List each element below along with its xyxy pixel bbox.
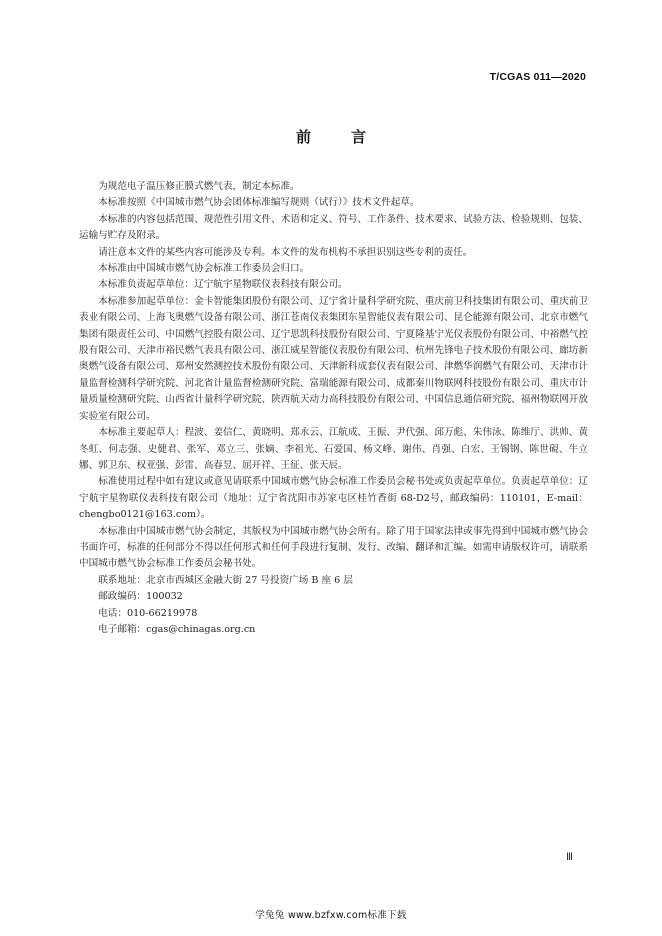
paragraph-drafting-rules: 本标准按照《中国城市燃气协会团体标准编写规则（试行）》技术文件起草。 — [98, 197, 420, 209]
title-char-2: 言 — [351, 128, 367, 146]
paragraph-proposer: 本标准由中国城市燃气协会标准工作委员会归口。 — [98, 263, 310, 275]
footer-watermark: 学兔兔 www.bzfxw.com标准下载 — [255, 910, 407, 921]
title-char-1: 前 — [295, 128, 311, 146]
paragraph-patent-notice: 请注意本文件的某些内容可能涉及专利。本文件的发布机构不承担识别这些专利的责任。 — [98, 246, 473, 258]
page-number: Ⅲ — [566, 852, 573, 863]
foreword-body — [79, 179, 588, 638]
contact-phone: 电话：010-66219978 — [98, 607, 198, 619]
contact-postcode: 邮政编码：100032 — [98, 591, 183, 603]
paragraph-copyright: 本标准由中国城市燃气协会制定，其版权为中国城市燃气协会所有。除了用于国家法律或事先得到中国城市燃气协会书面许可，标准的任何部分不得以任何形式和任何手段进行复制、发行、改编、翻译和汇编。如需申请版权许可，请联系中国城市燃气协会标准工作委员会秘书处。 — [79, 525, 588, 570]
contact-email: 电子邮箱：cgas@chinagas.org.cn — [98, 623, 256, 635]
paragraph-lead-drafter: 本标准负责起草单位：辽宁航宇星物联仪表科技有限公司。 — [98, 279, 348, 291]
paragraph-feedback-contact: 标准使用过程中如有建议或意见请联系中国城市燃气协会标准工作委员会秘书处或负责起草单位。负责起草单位：辽宁航宇星物联仪表科技有限公司（地址：辽宁省沈阳市苏家屯区桂竹香街 68-D2号，邮政编码：110101，E-mail：chengbo0121@163.com）。 — [79, 476, 588, 521]
standard-code: T/CGAS 011—2020 — [489, 71, 586, 83]
paragraph-content-scope: 本标准的内容包括范围、规范性引用文件、术语和定义、符号、工作条件、技术要求、试验方法、检验规则、包装、运输与贮存及附录。 — [79, 213, 588, 242]
paragraph-participating-units: 本标准参加起草单位：金卡智能集团股份有限公司、辽宁省计量科学研究院、重庆前卫科技集团有限公司、重庆前卫表业有限公司、上海飞奥燃气设备有限公司、浙江苍南仪表集团东星智能仪表有限公司、昆仑能源有限公司、北京市燃气集团有限责任公司、中国燃气控股有限公司、辽宁思凯科技股份有限公司、宁夏隆基宁光仪表股份有限公司、中裕燃气控股有限公司、天津市裕民燃气表具有限公司、浙江威星智能仪表股份有限公司、杭州先锋电子技术股份有限公司、廊坊新奥燃气设备有限公司、郑州安然测控技术股份有限公司、天津新科成套仪表有限公司、津燃华润燃气有限公司、天津市计量监督检测科学研究院、河北省计量监督检测研究院、富瑞能源有限公司、成都秦川物联网科技股份有限公司、重庆市计量质量检测研究院、山西省计量科学研究院、陕西航天动力高科技股份有限公司、中国信息通信研究院、福州物联网开放实验室有限公司。 — [79, 295, 588, 422]
paragraph-drafters: 本标准主要起草人：程波、姜信仁、黄晓明、郑永云、江航成、王振、尹代强、邱万彪、朱伟泳、陈维厅、洪帅、黄冬虹、何志强、史健君、张军、邓立三、张嫡、李祖光、石爱国、杨文峰、谢伟、肖强、白宏、王锡钢、陈世硯、牛立娜、郭卫东、权亚强、彭雷、高春昱、屈开祥、王征、张天辰。 — [79, 427, 588, 471]
section-title — [0, 126, 662, 147]
contact-address: 联系地址：北京市西城区金融大街 27 号投资广场 B 座 6 层 — [98, 574, 353, 586]
paragraph-purpose: 为规范电子温压修正膜式燃气表，制定本标准。 — [98, 181, 300, 192]
